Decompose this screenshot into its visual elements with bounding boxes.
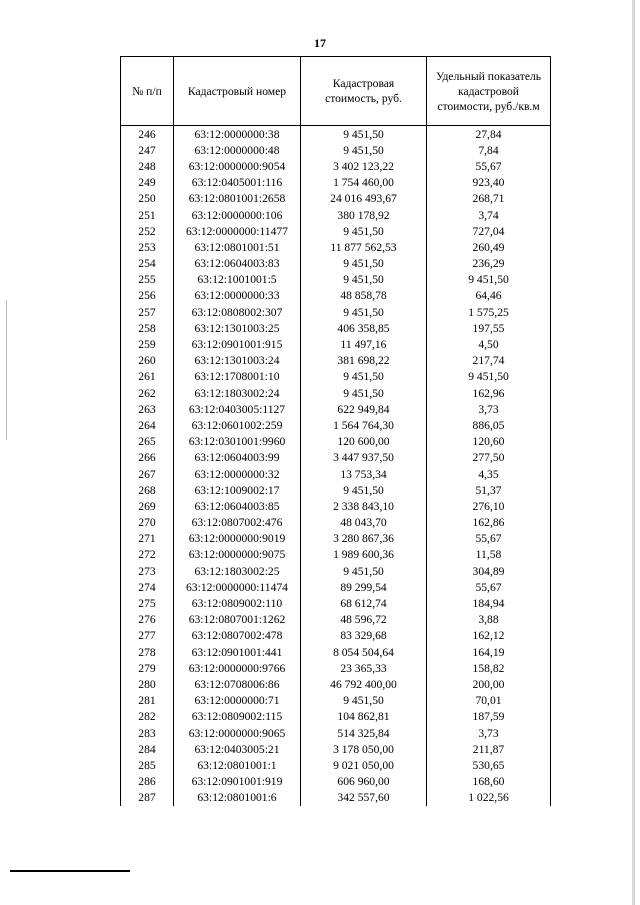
unit-value: 3,73 [427,401,551,417]
row-number: 261 [121,369,174,385]
cadastral-value: 48 858,78 [301,288,427,304]
row-number: 285 [121,757,174,773]
row-number: 268 [121,482,174,498]
cadastral-value: 3 178 050,00 [301,741,427,757]
cadastral-number: 63:12:0000000:32 [174,466,301,482]
unit-value: 276,10 [427,498,551,514]
header-cadastral-value: Кадастровая стоимость, руб. [301,57,427,126]
unit-value: 236,29 [427,256,551,272]
cadastral-value: 380 178,92 [301,207,427,223]
cadastral-number: 63:12:0000000:11474 [174,579,301,595]
row-number: 257 [121,304,174,320]
cadastral-number: 63:12:0405001:116 [174,175,301,191]
cadastral-number: 63:12:0807002:478 [174,628,301,644]
cadastral-value: 9 451,50 [301,304,427,320]
cadastral-number: 63:12:1708001:10 [174,369,301,385]
table-row [121,612,551,628]
cadastral-number: 63:12:0000000:9075 [174,547,301,563]
unit-value: 184,94 [427,595,551,611]
cadastral-value: 9 451,50 [301,563,427,579]
cadastral-value: 9 451,50 [301,142,427,158]
cadastral-value: 1 564 764,30 [301,417,427,433]
cadastral-number: 63:12:0901001:441 [174,644,301,660]
cadastral-value: 1 989 600,36 [301,547,427,563]
table-row [121,158,551,174]
table-row [121,563,551,579]
table-row [121,644,551,660]
table-row [121,450,551,466]
cadastral-value: 68 612,74 [301,595,427,611]
cadastral-number: 63:12:0000000:106 [174,207,301,223]
unit-value: 886,05 [427,417,551,433]
unit-value: 3,88 [427,612,551,628]
cadastral-number: 63:12:0901001:915 [174,336,301,352]
cadastral-number: 63:12:0000000:9019 [174,531,301,547]
cadastral-value: 9 451,50 [301,223,427,239]
table-row [121,401,551,417]
row-number: 249 [121,175,174,191]
cadastral-value: 13 753,34 [301,466,427,482]
cadastral-value: 381 698,22 [301,353,427,369]
unit-value: 200,00 [427,676,551,692]
table-row [121,579,551,595]
row-number: 262 [121,385,174,401]
row-number: 273 [121,563,174,579]
cadastral-number: 63:12:0000000:33 [174,288,301,304]
cadastral-value: 9 451,50 [301,385,427,401]
cadastral-value: 8 054 504,64 [301,644,427,660]
cadastral-value: 1 754 460,00 [301,175,427,191]
row-number: 274 [121,579,174,595]
unit-value: 168,60 [427,774,551,790]
unit-value: 9 451,50 [427,272,551,288]
cadastral-number: 63:12:1803002:25 [174,563,301,579]
table-row [121,693,551,709]
cadastral-value: 48 043,70 [301,515,427,531]
cadastral-number: 63:12:0807001:1262 [174,612,301,628]
cadastral-number: 63:12:0000000:71 [174,693,301,709]
row-number: 270 [121,515,174,531]
row-number: 283 [121,725,174,741]
row-number: 284 [121,741,174,757]
cadastral-number: 63:12:1301003:24 [174,353,301,369]
cadastral-number: 63:12:0000000:9766 [174,660,301,676]
table-row [121,288,551,304]
table-row [121,417,551,433]
unit-value: 530,65 [427,757,551,773]
cadastral-number: 63:12:0000000:9065 [174,725,301,741]
table-row [121,628,551,644]
cadastral-value: 48 596,72 [301,612,427,628]
unit-value: 162,96 [427,385,551,401]
table-row [121,142,551,158]
cadastral-value: 23 365,33 [301,660,427,676]
unit-value: 4,35 [427,466,551,482]
unit-value: 217,74 [427,353,551,369]
unit-value: 55,67 [427,531,551,547]
unit-value: 162,86 [427,515,551,531]
unit-value: 27,84 [427,126,551,143]
scan-margin-mark [6,300,7,440]
table-row [121,191,551,207]
cadastral-value: 3 402 123,22 [301,158,427,174]
cadastral-value: 9 021 050,00 [301,757,427,773]
row-number: 258 [121,320,174,336]
table-row [121,531,551,547]
cadastral-number: 63:12:0809002:110 [174,595,301,611]
row-number: 255 [121,272,174,288]
unit-value: 162,12 [427,628,551,644]
row-number: 253 [121,239,174,255]
header-unit-value: Удельный показатель кадастровой стоимости, руб./кв.м [427,57,551,126]
table-row [121,595,551,611]
table-row [121,774,551,790]
cadastral-value-table [120,56,551,806]
unit-value: 55,67 [427,579,551,595]
table-row [121,757,551,773]
cadastral-number: 63:12:0403005:1127 [174,401,301,417]
cadastral-value: 46 792 400,00 [301,676,427,692]
cadastral-value: 9 451,50 [301,126,427,143]
table-row [121,385,551,401]
page-number: 17 [314,36,326,50]
cadastral-number: 63:12:0807002:476 [174,515,301,531]
row-number: 251 [121,207,174,223]
table-row [121,790,551,806]
cadastral-value: 11 877 562,53 [301,239,427,255]
table-row [121,482,551,498]
cadastral-number: 63:12:0000000:11477 [174,223,301,239]
cadastral-number: 63:12:0708006:86 [174,676,301,692]
row-number: 263 [121,401,174,417]
table-row [121,369,551,385]
cadastral-number: 63:12:0604003:83 [174,256,301,272]
table-row [121,709,551,725]
unit-value: 277,50 [427,450,551,466]
cadastral-value: 3 280 867,36 [301,531,427,547]
table-row [121,498,551,514]
unit-value: 64,46 [427,288,551,304]
scan-edge-shadow [632,0,635,905]
row-number: 254 [121,256,174,272]
row-number: 277 [121,628,174,644]
table-header-row [121,57,551,126]
unit-value: 1 022,56 [427,790,551,806]
table-row [121,239,551,255]
unit-value: 3,73 [427,725,551,741]
unit-value: 923,40 [427,175,551,191]
cadastral-number: 63:12:0901001:919 [174,774,301,790]
footnote-separator [10,870,130,872]
row-number: 252 [121,223,174,239]
table-row [121,126,551,143]
row-number: 266 [121,450,174,466]
table-row [121,336,551,352]
cadastral-number: 63:12:0601002:259 [174,417,301,433]
cadastral-number: 63:12:0604003:85 [174,498,301,514]
table-row [121,515,551,531]
cadastral-number: 63:12:0801001:1 [174,757,301,773]
unit-value: 211,87 [427,741,551,757]
table-body [121,126,551,806]
unit-value: 1 575,25 [427,304,551,320]
cadastral-number: 63:12:0801001:2658 [174,191,301,207]
unit-value: 260,49 [427,239,551,255]
unit-value: 55,67 [427,158,551,174]
row-number: 259 [121,336,174,352]
cadastral-value: 406 358,85 [301,320,427,336]
table-row [121,741,551,757]
row-number: 279 [121,660,174,676]
table-row [121,320,551,336]
row-number: 286 [121,774,174,790]
cadastral-number: 63:12:0801001:51 [174,239,301,255]
row-number: 272 [121,547,174,563]
cadastral-value: 24 016 493,67 [301,191,427,207]
table-row [121,272,551,288]
row-number: 247 [121,142,174,158]
row-number: 278 [121,644,174,660]
unit-value: 164,19 [427,644,551,660]
cadastral-number: 63:12:0000000:48 [174,142,301,158]
cadastral-value: 83 329,68 [301,628,427,644]
table-row [121,207,551,223]
row-number: 256 [121,288,174,304]
unit-value: 197,55 [427,320,551,336]
cadastral-value: 9 451,50 [301,693,427,709]
row-number: 282 [121,709,174,725]
row-number: 269 [121,498,174,514]
cadastral-value: 606 960,00 [301,774,427,790]
table-row [121,466,551,482]
unit-value: 3,74 [427,207,551,223]
header-row-number: № п/п [121,57,174,126]
row-number: 280 [121,676,174,692]
cadastral-number: 63:12:0403005:21 [174,741,301,757]
cadastral-number: 63:12:0000000:38 [174,126,301,143]
unit-value: 51,37 [427,482,551,498]
cadastral-number: 63:12:0808002:307 [174,304,301,320]
unit-value: 120,60 [427,434,551,450]
cadastral-number: 63:12:0801001:6 [174,790,301,806]
unit-value: 268,71 [427,191,551,207]
cadastral-value: 2 338 843,10 [301,498,427,514]
row-number: 264 [121,417,174,433]
cadastral-number: 63:12:0604003:99 [174,450,301,466]
cadastral-number: 63:12:0809002:115 [174,709,301,725]
row-number: 276 [121,612,174,628]
unit-value: 158,82 [427,660,551,676]
cadastral-value: 9 451,50 [301,482,427,498]
cadastral-number: 63:12:1803002:24 [174,385,301,401]
unit-value: 11,58 [427,547,551,563]
row-number: 271 [121,531,174,547]
cadastral-value: 11 497,16 [301,336,427,352]
table-row [121,725,551,741]
table-row [121,676,551,692]
cadastral-value: 514 325,84 [301,725,427,741]
row-number: 267 [121,466,174,482]
cadastral-value: 9 451,50 [301,272,427,288]
cadastral-number: 63:12:1009002:17 [174,482,301,498]
cadastral-value: 622 949,84 [301,401,427,417]
unit-value: 304,89 [427,563,551,579]
row-number: 265 [121,434,174,450]
cadastral-number: 63:12:0301001:9960 [174,434,301,450]
cadastral-value: 342 557,60 [301,790,427,806]
unit-value: 727,04 [427,223,551,239]
unit-value: 187,59 [427,709,551,725]
cadastral-value: 9 451,50 [301,256,427,272]
cadastral-value: 120 600,00 [301,434,427,450]
cadastral-value: 104 862,81 [301,709,427,725]
table-row [121,547,551,563]
cadastral-number: 63:12:1001001:5 [174,272,301,288]
unit-value: 4,50 [427,336,551,352]
row-number: 287 [121,790,174,806]
unit-value: 7,84 [427,142,551,158]
row-number: 248 [121,158,174,174]
table-row [121,304,551,320]
table-row [121,660,551,676]
row-number: 275 [121,595,174,611]
table-row [121,175,551,191]
table-row [121,256,551,272]
row-number: 260 [121,353,174,369]
unit-value: 70,01 [427,693,551,709]
cadastral-value: 9 451,50 [301,369,427,385]
cadastral-value: 89 299,54 [301,579,427,595]
table-row [121,223,551,239]
table-row [121,353,551,369]
header-cadastral-number: Кадастровый номер [174,57,301,126]
row-number: 250 [121,191,174,207]
row-number: 246 [121,126,174,143]
cadastral-value: 3 447 937,50 [301,450,427,466]
row-number: 281 [121,693,174,709]
unit-value: 9 451,50 [427,369,551,385]
table-row [121,434,551,450]
cadastral-number: 63:12:1301003:25 [174,320,301,336]
cadastral-number: 63:12:0000000:9054 [174,158,301,174]
